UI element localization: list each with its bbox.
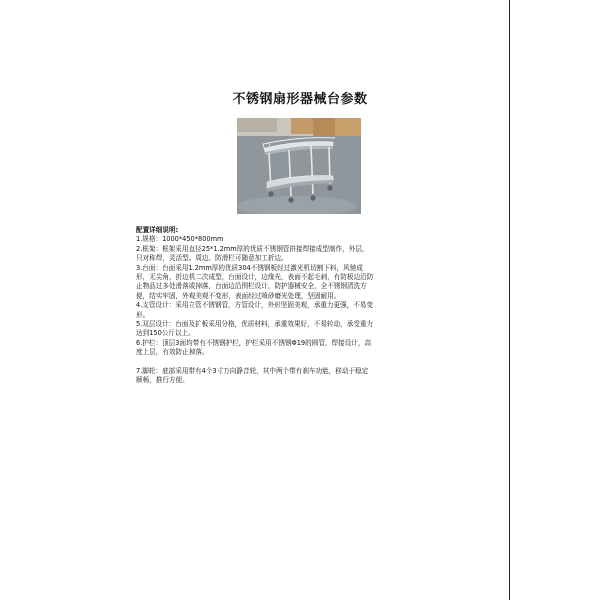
instrument-table-photo-icon — [237, 118, 361, 214]
spacer — [136, 358, 374, 367]
product-photo — [237, 118, 361, 214]
spec-item-guardrail: 6.护栏：顶层3面均带有不锈钢护栏，护栏采用不锈钢Φ19的圆管，焊接设计，高度上层，有效防止掉落。 — [136, 338, 372, 357]
spec-heading: 配置详细说明: — [136, 226, 179, 234]
spec-item-support-tube: 4.支管设计：采用立管不锈钢管，方管设计，外形坚固美观，承重力更强，不易变形。 — [136, 301, 374, 319]
spec-item-frame: 2.框架：框架采用直径25*1.2mm厚的优质不锈钢管拼接焊接成型制作，外层，只对称焊，灵活型。周边、防滑栏可随意加工折边。 — [136, 244, 369, 263]
spec-item-double-layer: 5.双层设计：台面及扩板采用分格，优质材料，承重效果好，不易转动，承受重力达到150公斤以上。 — [136, 320, 374, 338]
spec-section — [136, 226, 374, 386]
document-title: 不锈钢扇形器械台参数 — [232, 92, 368, 107]
spec-item-casters: 7.脚轮：底部采用带有4个3寸万向静音轮，其中两个带有刹车功能，移动于稳定顺畅，推行方便。 — [136, 366, 369, 385]
spec-item-tabletop: 3.台面：台面采用1.2mm厚的优质304不锈钢板经过激光机切割下料，风驰成形，无尖角，折边机二次成型，台面设计，边缘光，表面不起毛刺，有防板边沿防止物品过多处滑落或掉落，台面边沿围栏设计，防护器械安全，全不锈钢清洗方便，结实牢固，外观美观不变形，表面经过喷砂磨光处理，坚固耐用。 — [136, 263, 374, 300]
spec-item-size: 1.规格：1000*450*800mm — [136, 235, 224, 244]
